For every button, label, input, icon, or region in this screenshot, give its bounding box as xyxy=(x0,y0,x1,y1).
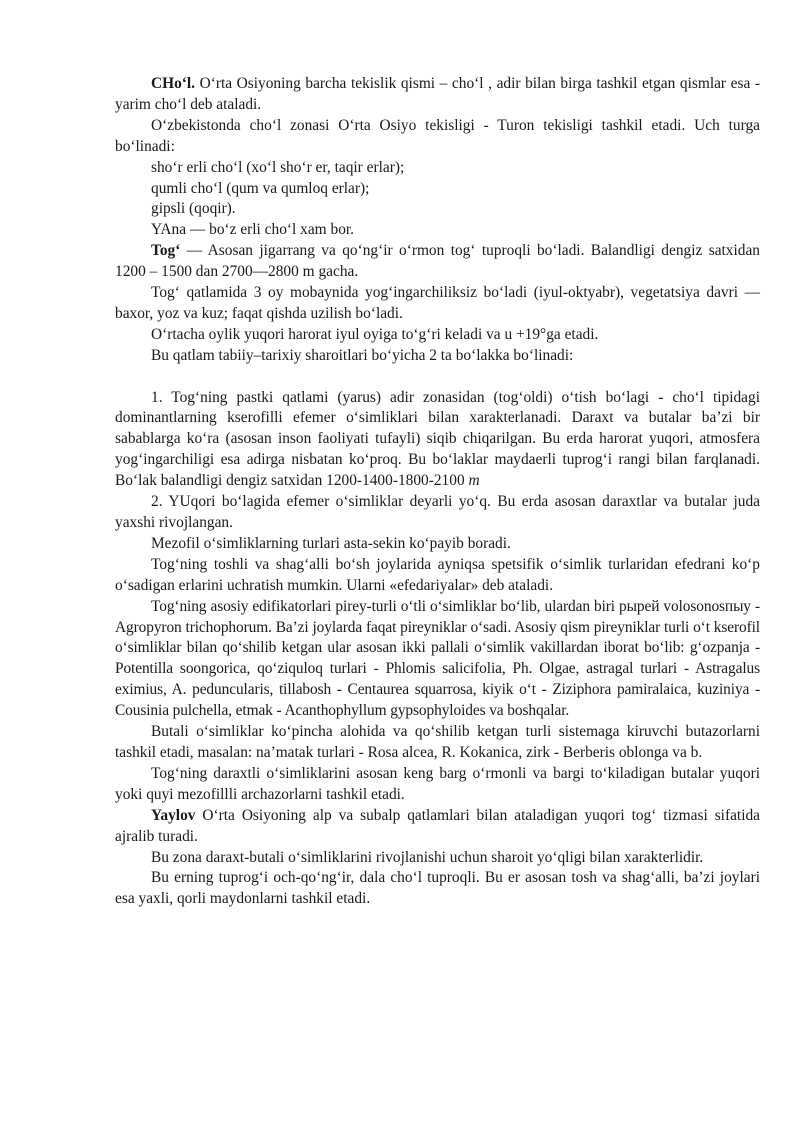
paragraph-efedra: Tog‘ning toshli va shag‘alli bo‘sh joylarida ayniqsa spetsifik o‘simlik turlaridan efedrani ko‘p o‘sadigan erlarini uchratish mumkin. Ularni «efedariyalar» deb ataladi. xyxy=(115,555,760,594)
paragraph-chol xyxy=(115,74,760,116)
paragraph-mesophyll: Mezofil o‘simliklarning turlari asta-sekin ko‘payib boradi. xyxy=(151,534,511,552)
paragraph-text: 1. Tog‘ning pastki qatlami (yarus) adir zonasidan (tog‘oldi) o‘tish bo‘lagi - cho‘l tipidagi dominantlarning kserofilli efemer o‘simliklari bilan xarakterlanadi. Daraxt va butalar ba’zi bir sabablarga ko‘ra (asosan inson faoliyati tufayli) siqib chiqarilgan. Bu erda harorat yuqori, atmosfera yog‘ingarchiligi esa adirga nisbatan ko‘proq. Bu bo‘laklar maydaerli tuprog‘i rangi bilan farqlanadi. Bo‘lak balandligi dengiz satxidan 1200-1400-1800-2100 xyxy=(115,388,760,490)
term-chol: CHo‘l. xyxy=(151,75,196,92)
unit-m: m xyxy=(468,472,480,490)
paragraph-edificators: Tog‘ning asosiy edifikatorlari pirey-turli o‘tli o‘simliklar bo‘lib, ulardan biri pырей volosonosпыу - Agropyron trichophorum. Ba’zi joylarda faqat pireyniklar o‘sadi. Asosiy qism pireyniklar turli o‘t kserofil o‘simliklar bilan qo‘shilib ketgan ular asosan ikki pallali o‘simlik vakillardan iborat bo‘lib: g‘ozpanja - Potentilla soongorica, qo‘ziquloq turlari - Phlomis salicifolia, Ph. Olgae, astragal turlari - Astragalus eximius, A. peduncularis, tillabosh - Centaurea squarrosa, kiyik o‘t - Ziziphora pamiralaica, kuziniya - Cousinia pulchella, etmak - Acanthophyllum gypsophyloides va boshqalar. xyxy=(115,597,760,720)
paragraph-text: O‘rta Osiyoning barcha tekislik qismi – cho‘l , adir bilan birga tashkil etgan qismlar esa - yarim cho‘l deb ataladi. xyxy=(115,75,760,113)
paragraph-shrubs: Butali o‘simliklar ko‘pincha alohida va qo‘shilib ketgan turli sistemaga kiruvchi butazorlarni tashkil etadi, masalan: na’matak turlari - Rosa alcea, R. Kokanica, zirk - Berberis oblonga va b. xyxy=(115,723,760,761)
paragraph-division: Bu qatlam tabiiy–tarixiy sharoitlari bo‘yicha 2 ta bo‘lakka bo‘linadi: xyxy=(151,346,574,364)
paragraph-tog xyxy=(115,241,760,283)
paragraph-vegetation: Tog‘ qatlamida 3 oy mobaynida yog‘ingarchiliksiz bo‘ladi (iyul-oktyabr), vegetatsiya davri — baxor, yoz va kuz; faqat qishda uzilish bo‘ladi. xyxy=(115,284,760,322)
paragraph-yaylov xyxy=(115,806,760,848)
paragraph-soil: Bu erning tuprog‘i och-qo‘ng‘ir, dala cho‘l tuproqli. Bu er asosan tosh va shag‘alli, ba’zi joylari esa yaxli, qorli maydonlarni tashkil etadi. xyxy=(115,869,760,908)
paragraph-temperature: O‘rtacha oylik yuqori harorat iyul oyiga to‘g‘ri keladi va u +19°ga etadi. xyxy=(151,325,599,343)
paragraph-zone: Bu zona daraxt-butali o‘simliklarini rivojlanishi uchun sharoit yo‘qligi bilan xarakterlidir. xyxy=(151,848,704,866)
paragraph-text: O‘rta Osiyoning alp va subalp qatlamlari bilan ataladigan yuqori tog‘ tizmasi sifatida ajralib turadi. xyxy=(115,806,760,845)
paragraph-upper-layer: 2. YUqori bo‘lagida efemer o‘simliklar deyarli yo‘q. Bu erda asosan daraxtlar va butalar juda yaxshi rivojlangan. xyxy=(115,493,760,532)
blank-line xyxy=(115,367,760,388)
paragraph-uzbekistan-chol: O‘zbekistonda cho‘l zonasi O‘rta Osiyo tekisligi - Turon tekisligi tashkil etadi. Uch turga bo‘linadi: xyxy=(115,116,760,155)
document-page xyxy=(115,74,760,910)
list-item: YAna — bo‘z erli cho‘l xam bor. xyxy=(151,221,355,239)
paragraph-lower-layer xyxy=(115,388,760,493)
list-item: gipsli (qoqir). xyxy=(151,200,236,218)
list-item: qumli cho‘l (qum va qumloq erlar); xyxy=(151,179,370,197)
list-item: sho‘r erli cho‘l (xo‘l sho‘r er, taqir erlar); xyxy=(151,158,405,176)
term-yaylov: Yaylov xyxy=(151,806,196,824)
term-tog: Tog‘ xyxy=(151,242,181,260)
paragraph-trees: Tog‘ning daraxtli o‘simliklarini asosan keng barg o‘rmonli va bargi to‘kiladigan butalar yuqori yoki quyi mezofillli archazorlarni tashkil etadi. xyxy=(115,764,760,803)
paragraph-text: — Asosan jigarrang va qo‘ng‘ir o‘rmon tog‘ tuproqli bo‘ladi. Balandligi dengiz satxidan 1200 – 1500 dan 2700—2800 m gacha. xyxy=(115,242,760,281)
